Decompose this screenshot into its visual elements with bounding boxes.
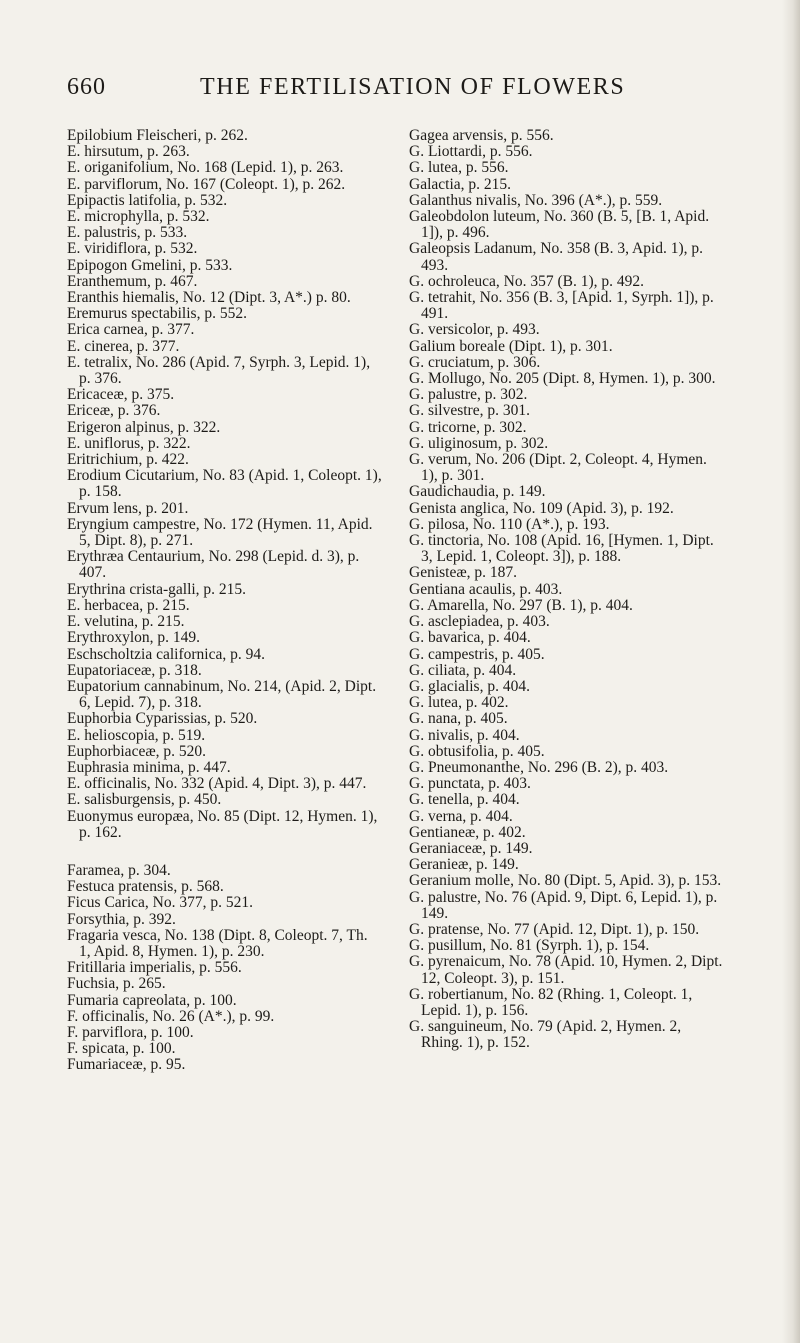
index-entry: Fuchsia, p. 265. [67,975,166,993]
index-entry: Geranium molle, No. 80 (Dipt. 5, Apid. 3), p. 153. [409,872,722,890]
index-entry: G. sanguineum, No. 79 (Apid. 2, Hymen. 2, Rhing. 1), p. 152. [409,1018,682,1052]
index-entry: G. Pneumonanthe, No. 296 (B. 2), p. 403. [409,758,669,776]
index-entry: Galanthus nivalis, No. 396 (A*.), p. 559. [409,191,663,209]
index-entry: G. ochroleuca, No. 357 (B. 1), p. 492. [409,272,645,290]
index-column-left [67,128,382,1074]
index-entry: Eryngium campestre, No. 172 (Hymen. 11, Apid. 5, Dipt. 8), p. 271. [67,515,373,550]
index-entry: Gentianeæ, p. 402. [409,823,526,841]
page-header [0,74,800,106]
index-entry: Eremurus spectabilis, p. 552. [67,305,247,323]
index-entry: Ericeæ, p. 376. [67,402,161,420]
index-entry: Eupatorium cannabinum, No. 214, (Apid. 2, Dipt. 6, Lepid. 7), p. 318. [67,677,377,712]
index-entry: Eupatoriaceæ, p. 318. [67,661,202,679]
index-entry: G. campestris, p. 405. [409,645,545,663]
index-entry: Gaudichaudia, p. 149. [409,483,546,501]
index-entry: Eranthemum, p. 467. [67,272,198,290]
index-entry: E. viridiflora, p. 532. [67,240,198,258]
running-title: THE FERTILISATION OF FLOWERS [200,74,626,100]
index-entry: Eritrichium, p. 422. [67,451,189,469]
index-entry: G. obtusifolia, p. 405. [409,742,545,760]
index-entry: E. palustris, p. 533. [67,224,188,242]
index-entry: E. officinalis, No. 332 (Apid. 4, Dipt. 3), p. 447. [67,775,367,793]
index-entry: Forsythia, p. 392. [67,910,176,928]
index-entry: Festuca pratensis, p. 568. [67,878,224,896]
index-entry: Fumariaceæ, p. 95. [67,1056,186,1074]
index-entry: G. pilosa, No. 110 (A*.), p. 193. [409,515,610,533]
index-entry: Geraniaceæ, p. 149. [409,839,533,857]
index-entry: G. nana, p. 405. [409,710,508,728]
index-entry: G. tricorne, p. 302. [409,418,527,436]
index-entry: Euphorbia Cyparissias, p. 520. [67,710,258,728]
index-entry: Epilobium Fleischeri, p. 262. [67,127,248,144]
index-entry: E. tetralix, No. 286 (Apid. 7, Syrph. 3, Lepid. 1), p. 376. [67,353,371,388]
index-entry: G. palustre, No. 76 (Apid. 9, Dipt. 6, Lepid. 1), p. 149. [409,888,718,922]
index-entry: Erythrina crista-galli, p. 215. [67,580,247,598]
index-entry: G. tenella, p. 404. [409,791,520,809]
index-entry: Ericaceæ, p. 375. [67,386,175,404]
index-entry: Faramea, p. 304. [67,861,171,879]
index-entry: G. lutea, p. 402. [409,694,509,712]
index-entry: E. cinerea, p. 377. [67,337,180,355]
index-entry: Epipactis latifolia, p. 532. [67,191,228,209]
index-entry: G. versicolor, p. 493. [409,321,540,339]
index-entry: Erythroxylon, p. 149. [67,629,201,647]
page-number: 660 [67,74,106,100]
index-entry: E. hirsutum, p. 263. [67,143,190,161]
index-entry: G. Amarella, No. 297 (B. 1), p. 404. [409,596,633,614]
index-entry: G. Liottardi, p. 556. [409,143,533,161]
index-entry: Eranthis hiemalis, No. 12 (Dipt. 3, A*.) p. 80. [67,289,351,307]
index-entry: G. pusillum, No. 81 (Syrph. 1), p. 154. [409,937,650,955]
index-entry: Galeobdolon luteum, No. 360 (B. 5, [B. 1, Apid. 1]), p. 496. [409,208,710,242]
index-entry: Geranieæ, p. 149. [409,856,519,874]
index-entry: G. verum, No. 206 (Dipt. 2, Coleopt. 4, Hymen. 1), p. 301. [409,451,707,485]
index-entry: Ficus Carica, No. 377, p. 521. [67,894,253,912]
index-entry: G. pyrenaicum, No. 78 (Apid. 10, Hymen. 2, Dipt. 12, Coleopt. 3), p. 151. [409,953,723,987]
index-entry: G. cruciatum, p. 306. [409,353,541,371]
index-entry: Genista anglica, No. 109 (Apid. 3), p. 192. [409,499,674,517]
index-entry: G. verna, p. 404. [409,807,513,825]
index-entry: Erodium Cicutarium, No. 83 (Apid. 1, Coleopt. 1), p. 158. [67,467,382,501]
index-column-right [409,128,724,1052]
index-entry: Fragaria vesca, No. 138 (Dipt. 8, Coleopt. 7, Th. 1, Apid. 8, Hymen. 1), p. 230. [67,926,368,960]
index-entry: Galium boreale (Dipt. 1), p. 301. [409,337,613,355]
index-entry: E. velutina, p. 215. [67,613,185,631]
index-entry: Fritillaria imperialis, p. 556. [67,959,242,977]
index-entry: Euphorbiaceæ, p. 520. [67,742,207,760]
page-edge-shadow [782,0,800,1343]
index-entry: G. lutea, p. 556. [409,159,509,177]
index-entry: E. herbacea, p. 215. [67,596,190,614]
index-entry: G. bavarica, p. 404. [409,629,531,647]
index-entry: Genisteæ, p. 187. [409,564,518,582]
index-entry: Erythræa Centaurium, No. 298 (Lepid. d. 3), p. 407. [67,548,360,582]
index-entry: Euonymus europæa, No. 85 (Dipt. 12, Hymen. 1), p. 162. [67,807,378,841]
index-entry: Eschscholtzia californica, p. 94. [67,645,265,663]
index-entry: G. pratense, No. 77 (Apid. 12, Dipt. 1), p. 150. [409,920,700,938]
index-entry: Galactia, p. 215. [409,175,512,193]
index-entry: E. helioscopia, p. 519. [67,726,206,744]
index-entry: E. uniflorus, p. 322. [67,434,191,452]
index-entry: Epipogon Gmelini, p. 533. [67,256,233,274]
index-entry: G. Mollugo, No. 205 (Dipt. 8, Hymen. 1), p. 300. [409,370,716,388]
index-entry: Erigeron alpinus, p. 322. [67,418,221,436]
index-entry: G. punctata, p. 403. [409,775,531,793]
index-entry: G. ciliata, p. 404. [409,661,517,679]
index-entry: Euphrasia minima, p. 447. [67,758,231,776]
index-entry: G. nivalis, p. 404. [409,726,520,744]
index-entry: F. officinalis, No. 26 (A*.), p. 99. [67,1007,275,1025]
index-entry: E. origanifolium, No. 168 (Lepid. 1), p. 263. [67,159,344,177]
index-entry: G. tinctoria, No. 108 (Apid. 16, [Hymen. 1, Dipt. 3, Lepid. 1, Coleopt. 3]), p. 188. [409,532,714,566]
index-entry: G. robertianum, No. 82 (Rhing. 1, Coleopt. 1, Lepid. 1), p. 156. [409,985,693,1019]
index-entry: F. spicata, p. 100. [67,1040,176,1058]
index-entry: E. microphylla, p. 532. [67,208,210,226]
index-entry: Fumaria capreolata, p. 100. [67,991,237,1009]
index-entry: G. tetrahit, No. 356 (B. 3, [Apid. 1, Syrph. 1]), p. 491. [409,289,714,323]
index-entry: Ervum lens, p. 201. [67,499,189,517]
index-entry: G. uliginosum, p. 302. [409,434,549,452]
index-entry: G. asclepiadea, p. 403. [409,613,550,631]
index-entry: Galeopsis Ladanum, No. 358 (B. 3, Apid. 1), p. 493. [409,240,704,274]
index-entry: E. parviflorum, No. 167 (Coleopt. 1), p. 262. [67,175,346,193]
index-entry: G. palustre, p. 302. [409,386,528,404]
index-entry: G. silvestre, p. 301. [409,402,530,420]
index-entry: G. glacialis, p. 404. [409,677,530,695]
index-entry: E. salisburgensis, p. 450. [67,791,222,809]
index-entry: Gentiana acaulis, p. 403. [409,580,563,598]
index-entry: F. parviflora, p. 100. [67,1023,194,1041]
index-entry: Erica carnea, p. 377. [67,321,195,339]
index-entry: Gagea arvensis, p. 556. [409,127,554,144]
